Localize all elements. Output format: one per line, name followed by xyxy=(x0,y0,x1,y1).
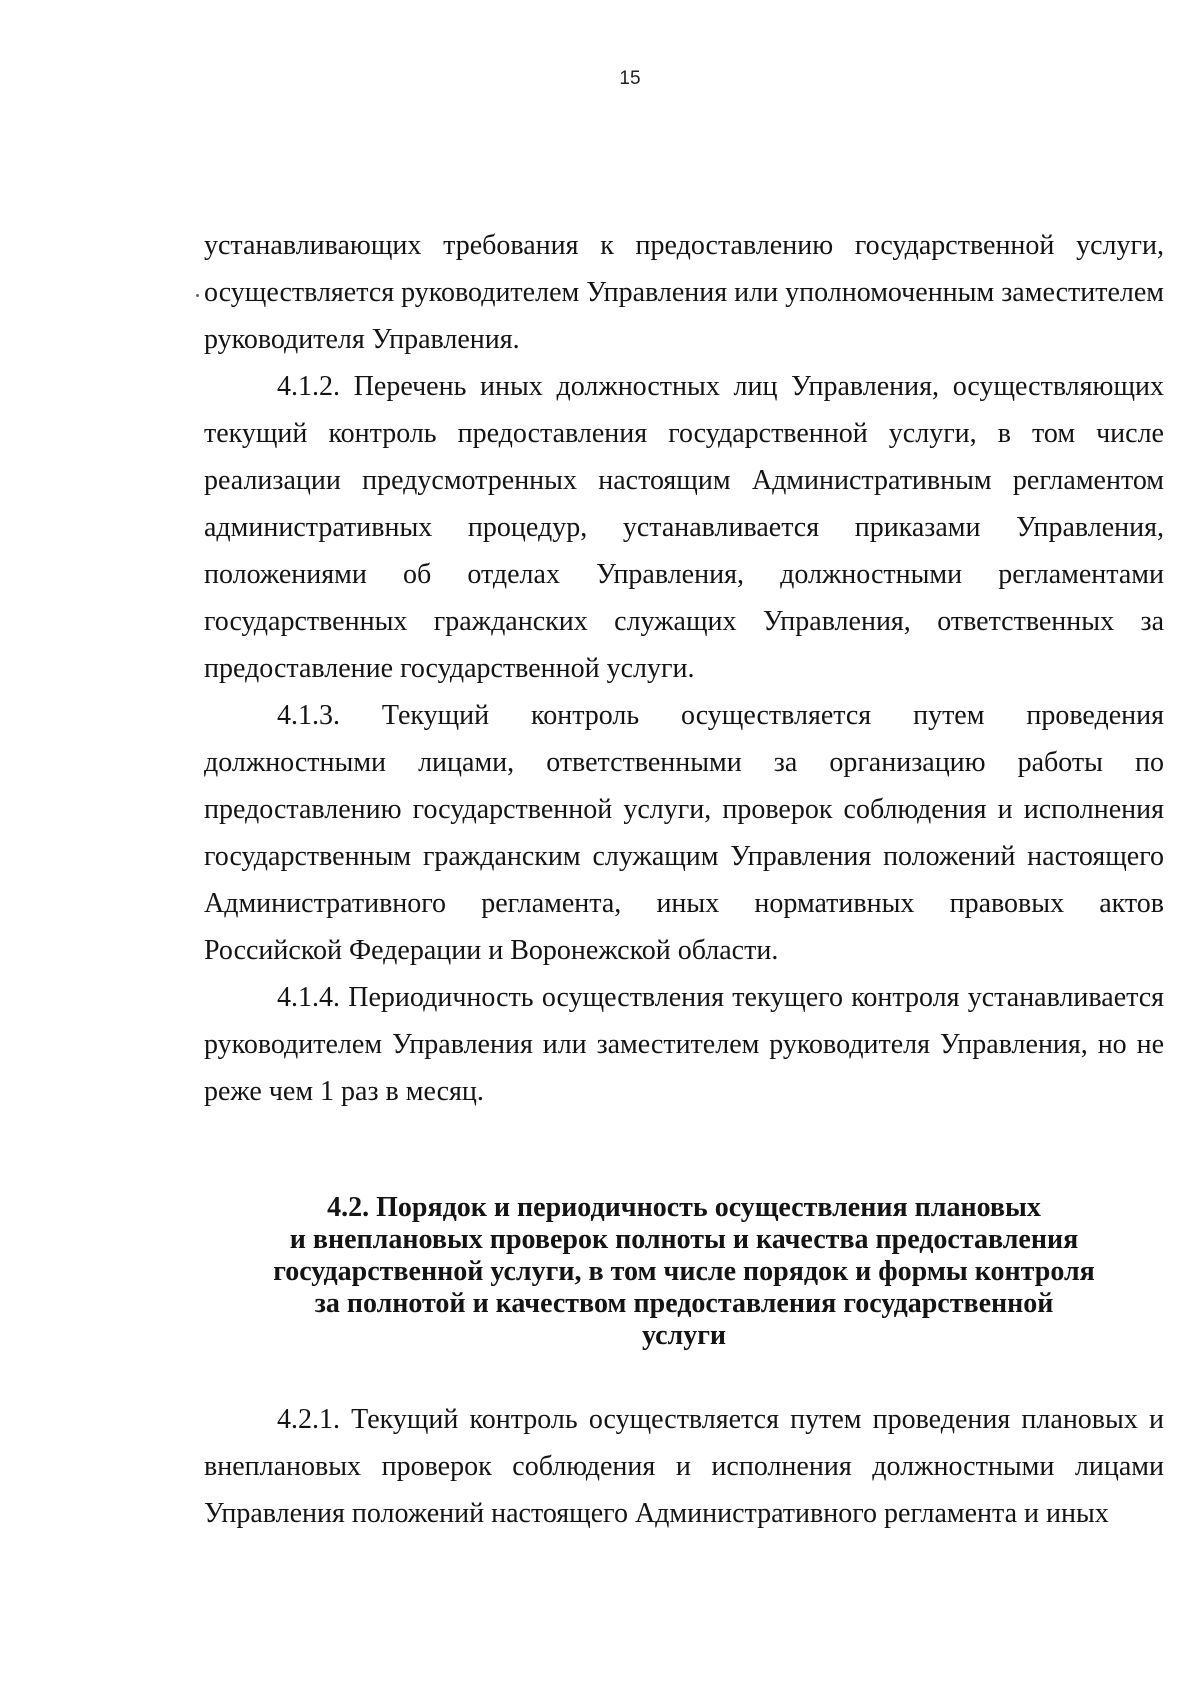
paragraph: 4.1.4. Периодичность осуществления текущего контроля устанавливается руководителем Управления или заместителем руководителя Управления, но не реже чем 1 раз в месяц. xyxy=(204,982,1164,1107)
heading-line: и внеплановых проверок полноты и качества предоставления xyxy=(289,1224,1079,1255)
page-number: 15 xyxy=(619,68,641,89)
heading-line: 4.2. Порядок и периодичность осуществления плановых xyxy=(327,1192,1041,1223)
heading-line: за полнотой и качеством предоставления государственной xyxy=(314,1288,1054,1319)
paragraph: 4.2.1. Текущий контроль осуществляется путем проведения плановых и внеплановых проверок соблюдения и исполнения должностными лицами Управления положений настоящего Административного регламента и иных xyxy=(204,1404,1164,1529)
section-body xyxy=(204,1396,1164,1537)
paragraph: 4.1.3. Текущий контроль осуществляется путем проведения должностными лицами, ответственными за организацию работы по предоставлению государственной услуги, проверок соблюдения и исполнения государственным гражданским служащим Управления положений настоящего Административного регламента, иных нормативных правовых актов Российской Федерации и Воронежской области. xyxy=(204,700,1164,966)
scan-artifact xyxy=(196,294,199,297)
section-heading xyxy=(204,1192,1164,1352)
heading-line: услуги xyxy=(641,1320,727,1351)
paragraph: устанавливающих требования к предоставлению государственной услуги, осуществляется руководителем Управления или уполномоченным заместителем руководителя Управления. xyxy=(204,230,1164,355)
document-body xyxy=(204,222,1164,1115)
paragraph: 4.1.2. Перечень иных должностных лиц Управления, осуществляющих текущий контроль предоставления государственной услуги, в том числе реализации предусмотренных настоящим Административным регламентом административных процедур, устанавливается приказами Управления, положениями об отделах Управления, должностными регламентами государственных гражданских служащих Управления, ответственных за предоставление государственной услуги. xyxy=(204,371,1164,684)
heading-line: государственной услуги, в том числе порядок и формы контроля xyxy=(273,1256,1095,1287)
